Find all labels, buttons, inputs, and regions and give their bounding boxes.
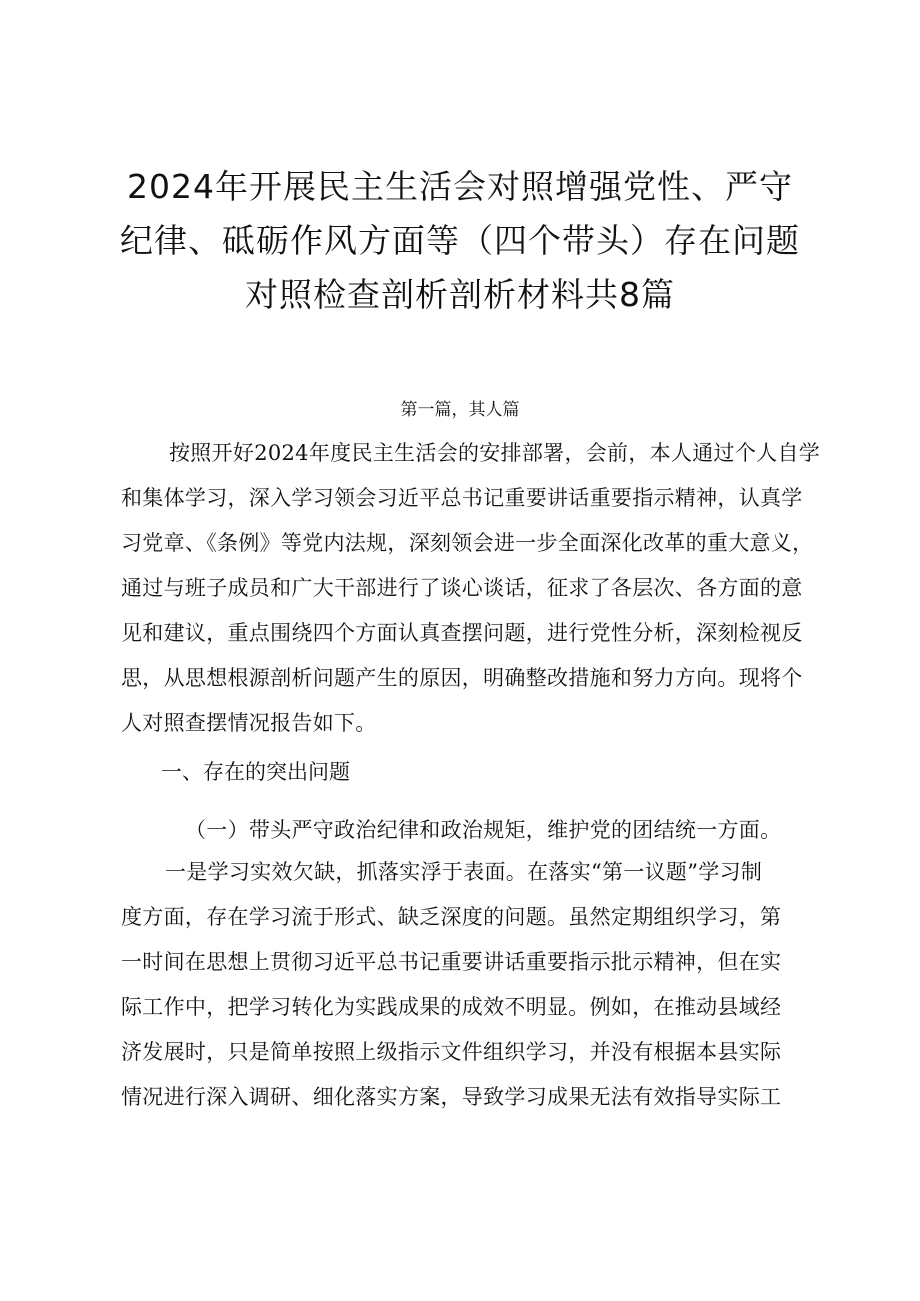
paragraph-line: 通过与班子成员和广大干部进行了谈心谈话，征求了各层次、各方面的意: [121, 576, 803, 600]
intro-paragraph: [121, 431, 821, 746]
title-line: 2024年开展民主生活会对照增强党性、严守: [127, 167, 793, 206]
paragraph-line: 一是学习实效欠缺，抓落实浮于表面。在落实“第一议题”学习制: [165, 860, 763, 884]
paragraph-line: 人对照查摆情况报告如下。: [121, 711, 377, 735]
paragraph-line: 情况进行深入调研、细化落实方案，导致学习成果无法有效指导实际工: [121, 1085, 782, 1109]
paragraph-line: 度方面，存在学习流于形式、缺乏深度的问题。虽然定期组织学习，第: [121, 905, 782, 929]
document-title: [100, 160, 820, 322]
section-heading: 一、存在的突出问题: [161, 760, 350, 784]
title-line: 对照检查剖析剖析材料共8篇: [245, 275, 675, 314]
article-subtitle: 第一篇，其人篇: [400, 400, 520, 420]
subsection-heading-block: [121, 808, 811, 853]
paragraph-line: 见和建议，重点围绕四个方面认真查摆问题，进行党性分析，深刻检视反: [121, 621, 803, 645]
paragraph-line: 济发展时，只是简单按照上级指示文件组织学习，并没有根据本县实际: [121, 1040, 782, 1064]
paragraph-line: 际工作中，把学习转化为实践成果的成效不明显。例如，在推动县域经: [121, 995, 782, 1019]
paragraph-line: 按照开好2024年度民主生活会的安排部署，会前，本人通过个人自学: [169, 441, 821, 465]
title-line: 纪律、砥砺作风方面等（四个带头）存在问题: [120, 221, 800, 260]
paragraph-line: 习党章、《条例》等党内法规，深刻领会进一步全面深化改革的重大意义，: [121, 531, 814, 555]
subsection-heading: （一）带头严守政治纪律和政治规矩，维护党的团结统一方面。: [185, 818, 782, 842]
paragraph-line: 思，从思想根源剖析问题产生的原因，明确整改措施和努力方向。现将个: [121, 666, 803, 690]
paragraph-line: 和集体学习，深入学习领会习近平总书记重要讲话重要指示精神，认真学: [121, 486, 803, 510]
point-paragraph: [121, 850, 811, 1120]
paragraph-line: 一时间在思想上贯彻习近平总书记重要讲话重要指示批示精神，但在实: [121, 950, 782, 974]
